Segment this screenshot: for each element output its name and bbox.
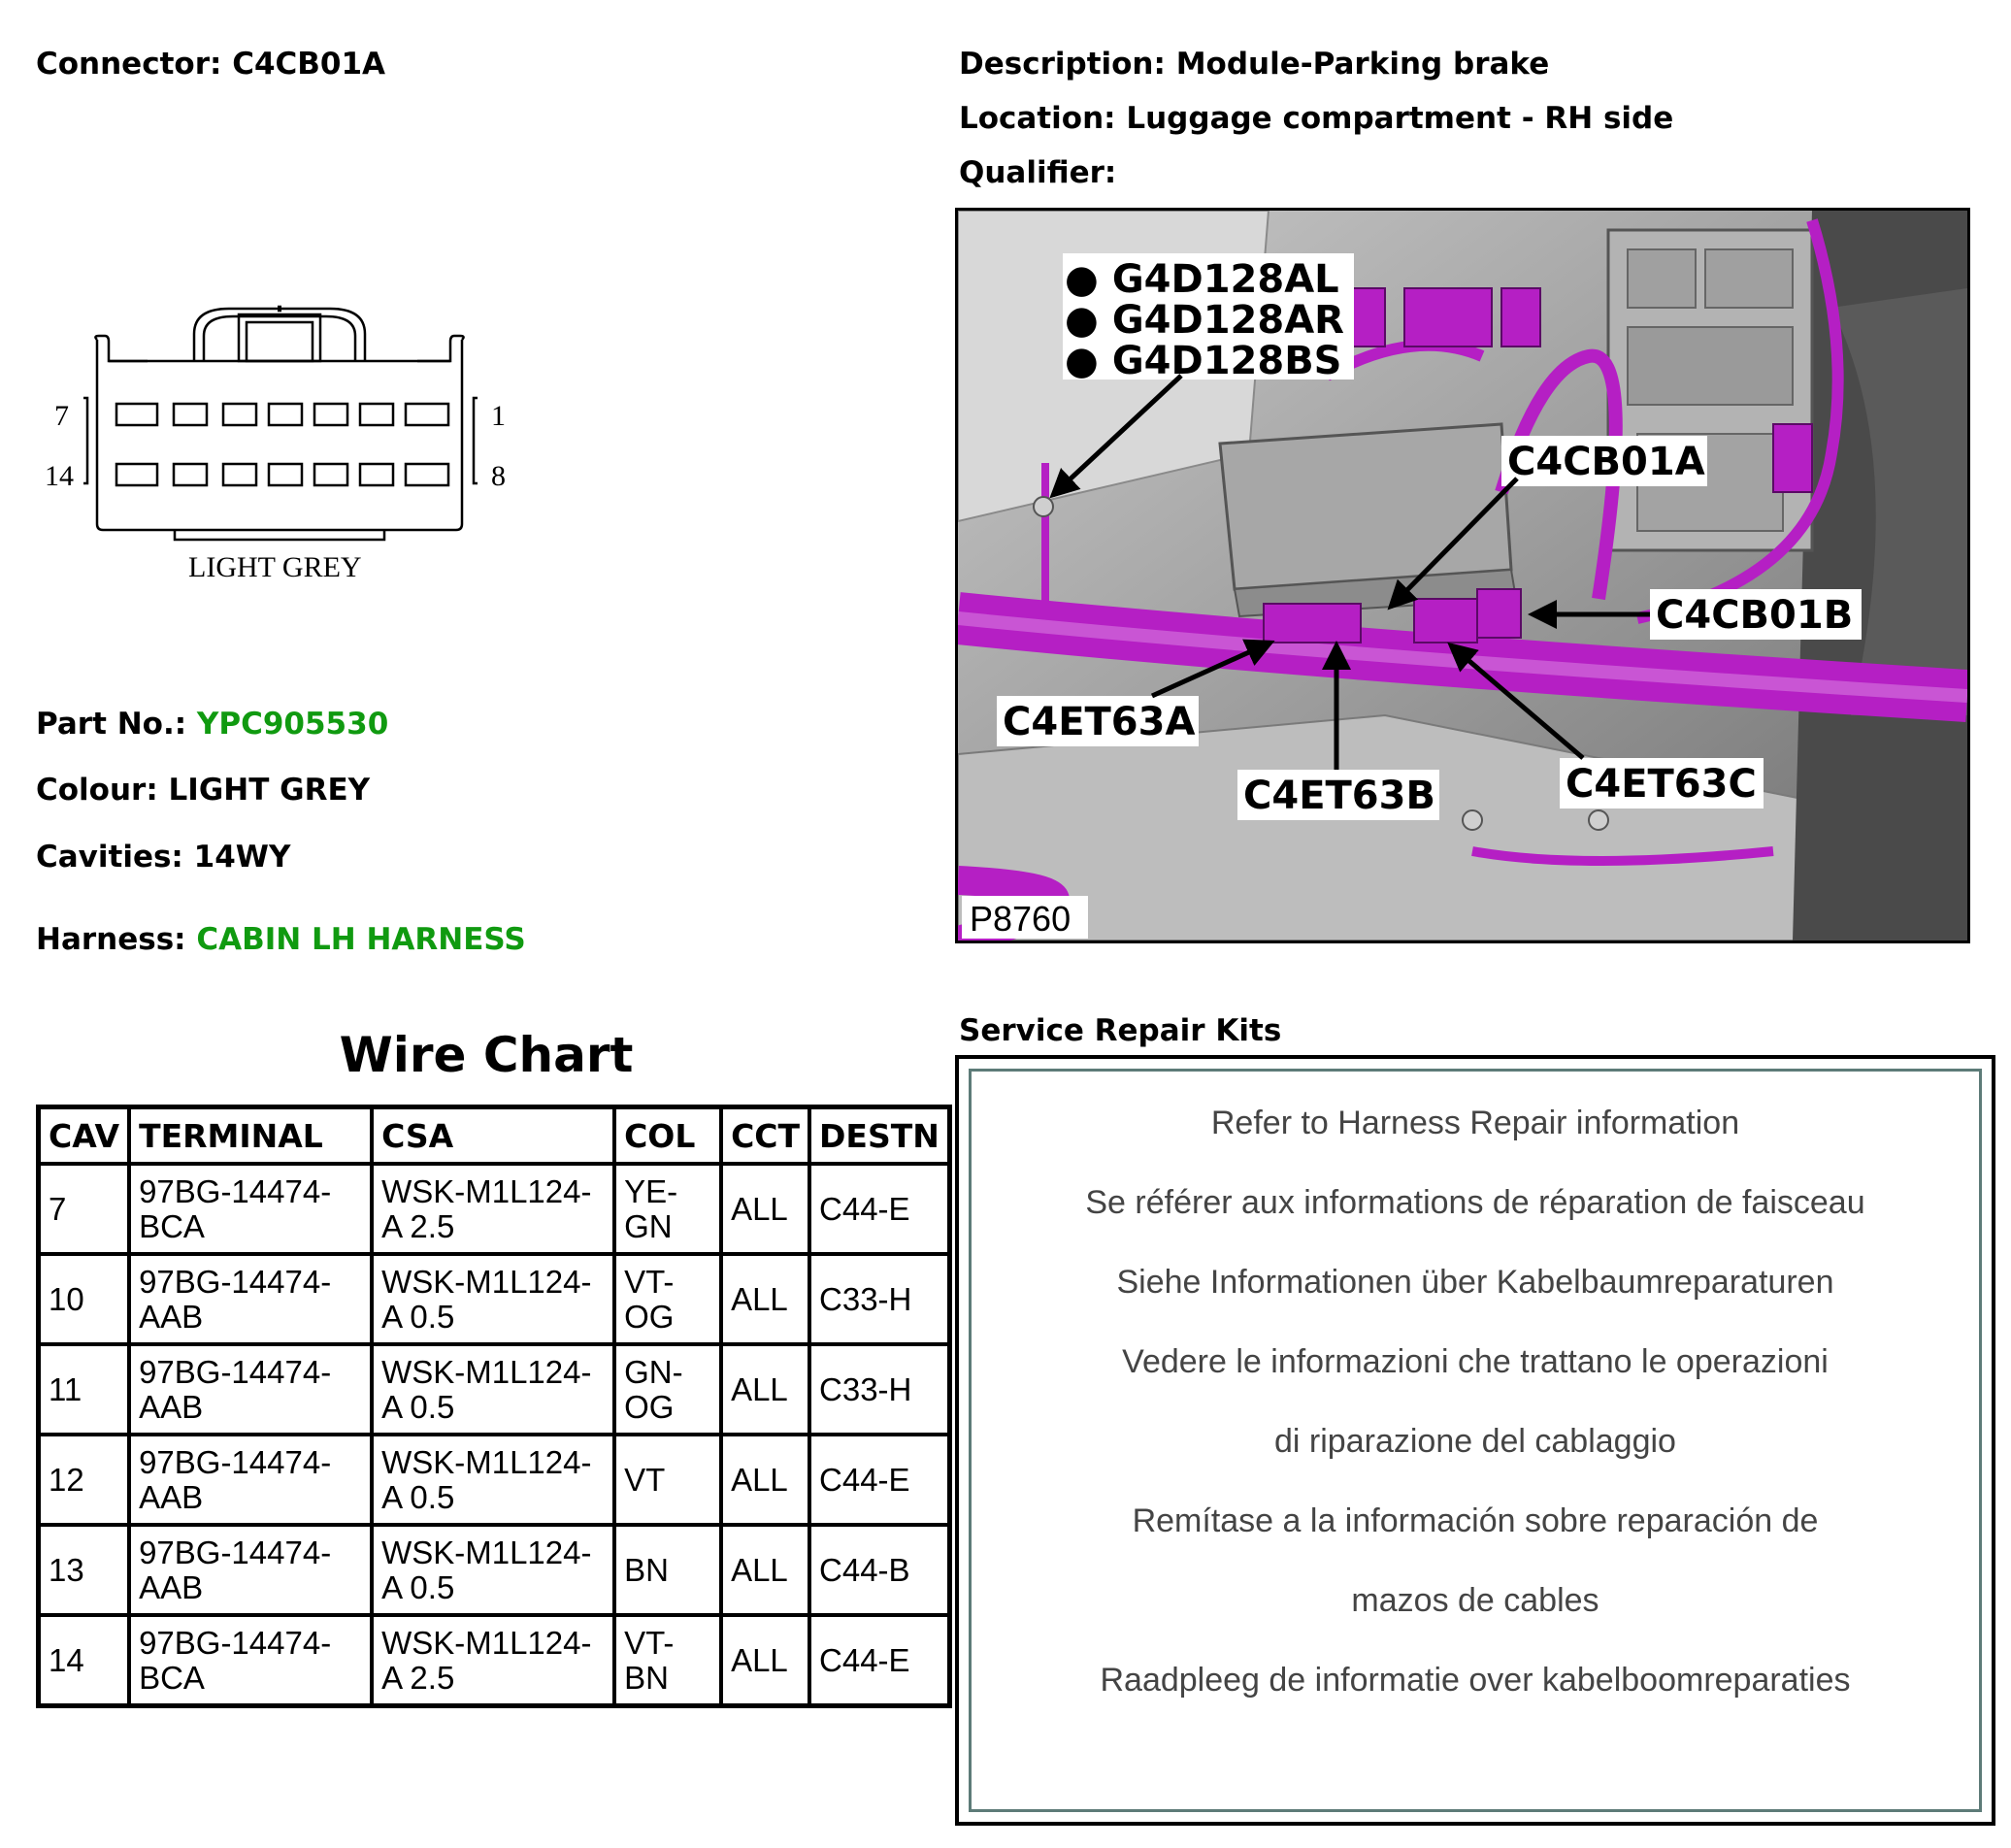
table-row — [39, 1435, 950, 1525]
location-photo — [955, 208, 1970, 943]
kit-line: Refer to Harness Repair information — [1210, 1105, 1740, 1141]
kit-line: Remítase a la información sobre reparación de — [1132, 1502, 1819, 1539]
cell-cct: ALL — [721, 1615, 809, 1706]
cell-destn: C33-H — [809, 1344, 949, 1435]
cell-terminal: 97BG-14474- BCA — [129, 1164, 372, 1254]
callout-c4cb01a: C4CB01A — [1507, 440, 1705, 484]
description-value: Module-Parking brake — [1175, 47, 1550, 82]
qualifier-label: Qualifier: — [959, 155, 1117, 190]
kit-line: Vedere le informazioni che trattano le operazioni — [1122, 1343, 1829, 1380]
kit-line: di riparazione del cablaggio — [1274, 1423, 1676, 1460]
cavities-line — [36, 840, 290, 874]
connector-face-drawing — [39, 301, 544, 592]
cell-cav: 7 — [39, 1164, 130, 1254]
photo-reference-label: P8760 — [970, 899, 1071, 939]
cell-destn: C44-B — [809, 1525, 949, 1615]
cell-col: VT- BN — [614, 1615, 721, 1706]
harness-link[interactable]: CABIN LH HARNESS — [196, 922, 526, 957]
connector-value: C4CB01A — [232, 47, 386, 82]
service-kits-panel — [955, 1055, 1995, 1826]
cell-terminal: 97BG-14474- AAB — [129, 1254, 372, 1344]
wire-chart-header-row — [39, 1107, 950, 1165]
drawing-colour-caption: LIGHT GREY — [188, 551, 362, 583]
cell-cct: ALL — [721, 1344, 809, 1435]
location-line — [959, 101, 1673, 136]
table-row — [39, 1615, 950, 1706]
cell-cav: 10 — [39, 1254, 130, 1344]
callout-c4et63c: C4ET63C — [1566, 762, 1757, 807]
table-row — [39, 1254, 950, 1344]
location-photo-illustration — [958, 211, 1967, 940]
table-row — [39, 1164, 950, 1254]
cavities-value: 14WY — [193, 840, 291, 874]
pin-7-label: 7 — [54, 400, 69, 432]
callout-g4d128bs: ● G4D128BS — [1065, 339, 1342, 383]
kit-line: mazos de cables — [1351, 1582, 1599, 1619]
cell-terminal: 97BG-14474- AAB — [129, 1435, 372, 1525]
cell-destn: C33-H — [809, 1254, 949, 1344]
pin-14-label: 14 — [45, 460, 74, 492]
cell-destn: C44-E — [809, 1615, 949, 1706]
part-number-line — [36, 707, 388, 742]
header-destn: DESTN — [809, 1107, 949, 1165]
connector-heading — [36, 47, 385, 82]
cell-col: GN- OG — [614, 1344, 721, 1435]
cell-cav: 14 — [39, 1615, 130, 1706]
cell-destn: C44-E — [809, 1164, 949, 1254]
service-kits-title: Service Repair Kits — [959, 1013, 1282, 1048]
callout-g4d128ar: ● G4D128AR — [1065, 298, 1344, 343]
pin-1-label: 1 — [491, 400, 506, 432]
header-csa: CSA — [372, 1107, 614, 1165]
colour-label: Colour: — [36, 773, 158, 808]
cell-cct: ALL — [721, 1525, 809, 1615]
colour-line — [36, 773, 370, 808]
cell-terminal: 97BG-14474- BCA — [129, 1615, 372, 1706]
cell-csa: WSK-M1L124- A 0.5 — [372, 1344, 614, 1435]
harness-label: Harness: — [36, 922, 186, 957]
service-kits-inner-frame — [969, 1069, 1982, 1812]
callout-c4et63a: C4ET63A — [1003, 700, 1196, 744]
cell-cct: ALL — [721, 1164, 809, 1254]
cell-csa: WSK-M1L124- A 2.5 — [372, 1615, 614, 1706]
header-cct: CCT — [721, 1107, 809, 1165]
cell-cav: 11 — [39, 1344, 130, 1435]
description-label: Description: — [959, 47, 1166, 82]
part-number-link[interactable]: YPC905530 — [196, 707, 389, 742]
cell-cav: 12 — [39, 1435, 130, 1525]
harness-line — [36, 922, 526, 957]
cavities-label: Cavities: — [36, 840, 183, 874]
callout-g4d128al: ● G4D128AL — [1065, 257, 1339, 302]
description-line — [959, 47, 1549, 82]
cell-csa: WSK-M1L124- A 0.5 — [372, 1435, 614, 1525]
cell-col: BN — [614, 1525, 721, 1615]
header-col: COL — [614, 1107, 721, 1165]
header-terminal: TERMINAL — [129, 1107, 372, 1165]
cell-csa: WSK-M1L124- A 0.5 — [372, 1254, 614, 1344]
cell-cct: ALL — [721, 1254, 809, 1344]
cell-col: YE- GN — [614, 1164, 721, 1254]
cell-csa: WSK-M1L124- A 2.5 — [372, 1164, 614, 1254]
wire-chart-body — [39, 1164, 950, 1706]
location-value: Luggage compartment - RH side — [1126, 101, 1674, 136]
pin-8-label: 8 — [491, 460, 506, 492]
cell-cct: ALL — [721, 1435, 809, 1525]
part-number-label: Part No.: — [36, 707, 187, 742]
cell-col: VT — [614, 1435, 721, 1525]
cell-terminal: 97BG-14474- AAB — [129, 1525, 372, 1615]
colour-value: LIGHT GREY — [168, 773, 371, 808]
cell-destn: C44-E — [809, 1435, 949, 1525]
table-row — [39, 1525, 950, 1615]
connector-outline — [39, 301, 544, 592]
wire-chart-table — [36, 1105, 952, 1708]
location-label: Location: — [959, 101, 1116, 136]
table-row — [39, 1344, 950, 1435]
cell-csa: WSK-M1L124- A 0.5 — [372, 1525, 614, 1615]
kit-line: Se référer aux informations de réparation de faisceau — [1085, 1184, 1865, 1221]
cell-col: VT- OG — [614, 1254, 721, 1344]
connector-label: Connector: — [36, 47, 222, 82]
header-cav: CAV — [39, 1107, 130, 1165]
callout-c4et63b: C4ET63B — [1243, 774, 1435, 818]
wire-chart-title: Wire Chart — [339, 1027, 634, 1083]
kit-line: Raadpleeg de informatie over kabelboomreparaties — [1100, 1662, 1851, 1699]
callout-c4cb01b: C4CB01B — [1656, 593, 1854, 638]
cell-cav: 13 — [39, 1525, 130, 1615]
cell-terminal: 97BG-14474- AAB — [129, 1344, 372, 1435]
kit-line: Siehe Informationen über Kabelbaumreparaturen — [1116, 1264, 1834, 1301]
